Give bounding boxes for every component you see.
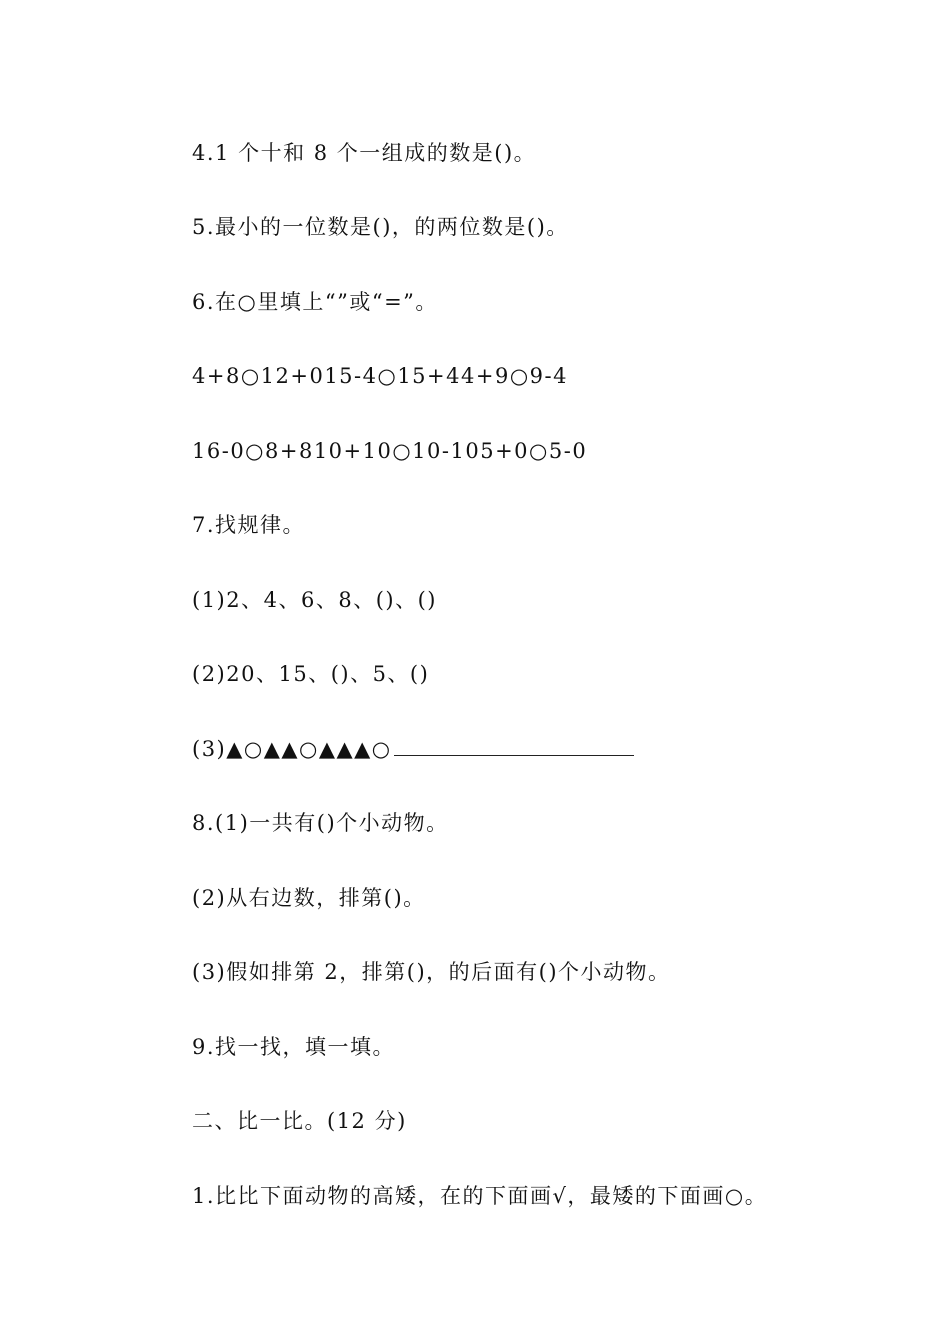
pattern-3-text: (3)▲○▲▲○▲▲▲○	[192, 737, 392, 761]
question-7: 7.找规律。	[192, 513, 306, 537]
question-4: 4.1 个十和 8 个一组成的数是()。	[192, 141, 537, 165]
compare-row-2: 16-0○8+810+10○10-105+0○5-0	[192, 439, 588, 463]
section-2-question-1: 1.比比下面动物的高矮，在的下面画√，最矮的下面画○。	[192, 1184, 768, 1208]
question-6: 6.在○里填上“”或“=”。	[192, 290, 438, 314]
compare-row-1: 4+8○12+015-4○15+44+9○9-4	[192, 364, 568, 388]
pattern-2: (2)20、15、()、5、()	[192, 662, 430, 686]
answer-blank-line	[394, 737, 634, 756]
question-5: 5.最小的一位数是()，的两位数是()。	[192, 215, 569, 239]
pattern-1: (1)2、4、6、8、()、()	[192, 588, 437, 612]
section-2-heading: 二、比一比。(12 分)	[192, 1109, 407, 1133]
question-8-part-1: 8.(1)一共有()个小动物。	[192, 811, 449, 835]
question-8-part-3: (3)假如排第 2，排第()，的后面有()个小动物。	[192, 960, 671, 984]
question-9: 9.找一找，填一填。	[192, 1035, 396, 1059]
question-8-part-2: (2)从右边数，排第()。	[192, 886, 426, 910]
pattern-3	[192, 736, 634, 762]
